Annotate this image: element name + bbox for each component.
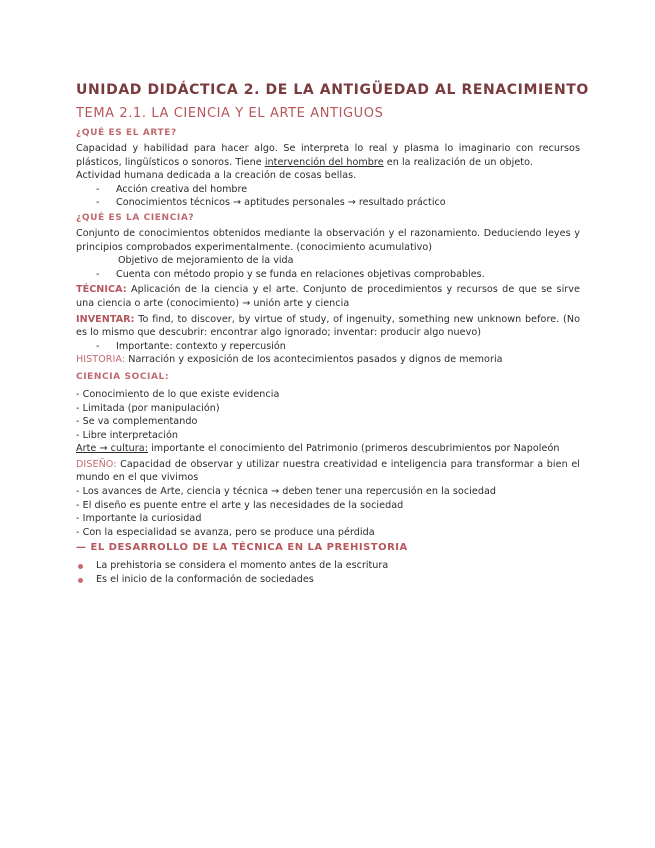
arte-def-underlined: intervención del hombre bbox=[264, 156, 384, 168]
list-item: - Los avances de Arte, ciencia y técnica → deben tener una repercusión en la sociedad bbox=[76, 486, 497, 498]
list-item: - Conocimiento de lo que existe evidencia bbox=[76, 388, 280, 400]
arte-list bbox=[76, 183, 580, 210]
unit-title: UNIDAD DIDÁCTICA 2. DE LA ANTIGÜEDAD AL RENACIMIENTO bbox=[76, 82, 589, 98]
bullet-icon bbox=[78, 578, 83, 583]
list-item: - Importante la curiosidad bbox=[76, 513, 202, 525]
arte-def-part-1: Capacidad y habilidad para hacer algo. Se interpreta lo real y plasma lo imaginario con recursos plásticos, lingüísticos o sonoros. Tiene bbox=[76, 143, 580, 168]
list-item: - Limitada (por manipulación) bbox=[76, 402, 220, 414]
list-item bbox=[76, 573, 580, 587]
list-item-text: Es el inicio de la conformación de sociedades bbox=[96, 574, 314, 586]
ciencia-social-heading: CIENCIA SOCIAL: bbox=[76, 371, 170, 382]
diseno-text: Capacidad de observar y utilizar nuestra creatividad e inteligencia para transformar a bien el mundo en el que vivimos bbox=[76, 458, 580, 484]
inventar-list bbox=[76, 340, 580, 354]
list-item: - Libre interpretación bbox=[76, 429, 179, 441]
inventar-definition bbox=[76, 313, 580, 340]
tecnica-definition bbox=[76, 283, 580, 310]
list-item-text: Acción creativa del hombre bbox=[116, 183, 248, 195]
historia-label: HISTORIA: bbox=[76, 354, 126, 366]
ciencia-definition: Conjunto de conocimientos obtenidos mediante la observación y el razonamiento. Deduciendo leyes y principios comprobados experimentalmente. (conocimiento acumulativo) bbox=[76, 227, 580, 253]
inventar-label: INVENTAR: bbox=[76, 313, 135, 325]
arte-cultura-note bbox=[76, 442, 580, 456]
bullet-icon bbox=[78, 564, 83, 569]
topic-title: TEMA 2.1. LA CIENCIA Y EL ARTE ANTIGUOS bbox=[76, 106, 384, 121]
diseno-label: DISEÑO: bbox=[76, 458, 117, 470]
prehistoria-heading: — EL DESARROLLO DE LA TÉCNICA EN LA PREHISTORIA bbox=[76, 542, 408, 554]
list-item-text: La prehistoria se considera el momento antes de la escritura bbox=[96, 560, 389, 572]
list-item: - Se va complementando bbox=[76, 416, 198, 428]
list-item-text: Conocimientos técnicos → aptitudes personales → resultado práctico bbox=[116, 197, 446, 209]
list-item-text: Importante: contexto y repercusión bbox=[116, 340, 286, 352]
diseno-definition bbox=[76, 458, 580, 485]
prehistoria-list bbox=[76, 559, 580, 587]
list-item: - Cuenta con método propio y se funda en relaciones objetivas comprobables. bbox=[96, 268, 485, 280]
list-item: - Importante: contexto y repercusión bbox=[96, 340, 286, 352]
inventar-text: To find, to discover, by virtue of study, of ingenuity, something new unknown before. (No es lo mismo que descubrir: encontrar algo ignorado; inventar: producir algo nuevo) bbox=[76, 313, 580, 339]
list-item bbox=[76, 559, 580, 573]
tecnica-text: Aplicación de la ciencia y el arte. Conjunto de procedimientos y recursos de que se sirve una ciencia o arte (conocimiento) → unión arte y ciencia bbox=[76, 284, 580, 309]
historia-text: Narración y exposición de los acontecimientos pasados y dignos de memoria bbox=[125, 354, 503, 366]
arte-definition bbox=[76, 142, 580, 169]
arte-cultura-text: importante el conocimiento del Patrimonio (primeros descubrimientos por Napoleón bbox=[147, 443, 560, 455]
list-item: - Acción creativa del hombre bbox=[96, 183, 248, 195]
list-item-text: Cuenta con método propio y se funda en relaciones objetivas comprobables. bbox=[116, 268, 485, 280]
arte-heading: ¿QUÉ ES EL ARTE? bbox=[76, 128, 177, 138]
ciencia-objective: Objetivo de mejoramiento de la vida bbox=[118, 255, 294, 267]
ciencia-heading: ¿QUÉ ES LA CIENCIA? bbox=[76, 212, 195, 223]
arte-cultura-label: Arte → cultura: bbox=[76, 443, 148, 455]
list-item: - Con la especialidad se avanza, pero se produce una pérdida bbox=[76, 526, 375, 538]
list-item: - El diseño es puente entre el arte y las necesidades de la sociedad bbox=[76, 499, 404, 511]
list-item: - Conocimientos técnicos → aptitudes personales → resultado práctico bbox=[96, 197, 446, 209]
historia-definition bbox=[76, 353, 580, 367]
tecnica-label: TÉCNICA: bbox=[76, 284, 127, 296]
ciencia-list bbox=[76, 268, 580, 282]
arte-def-part-2: en la realización de un objeto. bbox=[383, 156, 533, 168]
arte-definition-2: Actividad humana dedicada a la creación de cosas bellas. bbox=[76, 170, 357, 182]
